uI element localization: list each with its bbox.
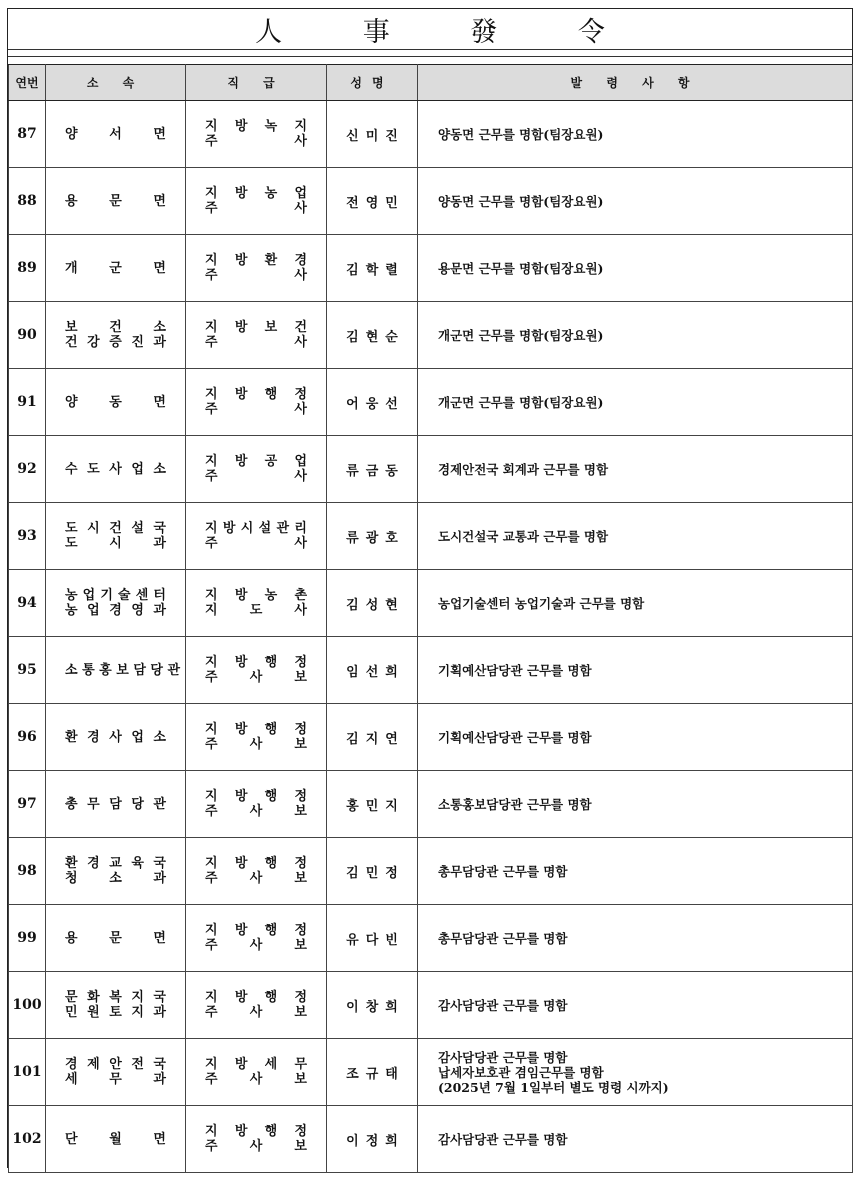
rank-line: 지 방 농 촌 — [205, 588, 307, 603]
order-line: 기획예산담당관 근무를 명함 — [438, 729, 592, 745]
rank-line: 지 방 행 정 — [205, 387, 307, 402]
rank-line: 지 방 행 정 — [205, 923, 307, 938]
rank-line: 주 사 — [205, 201, 307, 216]
order-line: 소통홍보담당관 근무를 명함 — [438, 796, 592, 812]
rank-line: 지 방 행 정 — [205, 990, 307, 1005]
row-number: 101 — [9, 1039, 46, 1106]
row-number: 90 — [9, 302, 46, 369]
rank-line: 지 도 사 — [205, 603, 307, 618]
dept-line: 세 무 과 — [65, 1072, 166, 1087]
rank-line: 지 방 행 정 — [205, 722, 307, 737]
order-line: 개군면 근무를 명함(팀장요원) — [438, 394, 604, 410]
rank-cell — [186, 369, 327, 436]
header-num: 연번 — [9, 65, 46, 101]
rank-line: 지 방 공 업 — [205, 454, 307, 469]
rank-line: 지 방 행 정 — [205, 856, 307, 871]
person-name: 어웅선 — [327, 369, 418, 436]
dept-cell — [46, 436, 186, 503]
rank-line: 주 사 보 — [205, 938, 307, 953]
rank-line: 지 방 행 정 — [205, 655, 307, 670]
order-line: 감사담당관 근무를 명함 — [438, 1131, 568, 1147]
table-body — [9, 101, 853, 1173]
order-line: 납세자보호관 겸임근무를 명함 — [438, 1064, 604, 1080]
table-row — [9, 637, 853, 704]
dept-line: 용 문 면 — [65, 193, 166, 209]
order-cell — [418, 168, 853, 235]
table-row — [9, 905, 853, 972]
dept-line: 총 무 담 당 관 — [65, 796, 166, 812]
order-cell — [418, 771, 853, 838]
header-name: 성명 — [327, 65, 418, 101]
person-name: 류광호 — [327, 503, 418, 570]
document-title: 人 事 發 令 — [255, 16, 641, 48]
dept-line: 개 군 면 — [65, 260, 166, 276]
title-box — [8, 9, 852, 49]
person-name: 이창희 — [327, 972, 418, 1039]
order-line: 기획예산담당관 근무를 명함 — [438, 662, 592, 678]
person-name: 김지연 — [327, 704, 418, 771]
rank-line: 지 방 녹 지 — [205, 119, 307, 134]
rank-line: 주 사 — [205, 536, 307, 551]
dept-cell — [46, 168, 186, 235]
table-row — [9, 436, 853, 503]
person-name: 류금동 — [327, 436, 418, 503]
order-line: 감사담당관 근무를 명함 — [438, 997, 568, 1013]
dept-line: 도 시 건 설 국 — [65, 521, 166, 536]
order-line: 용문면 근무를 명함(팀장요원) — [438, 260, 604, 276]
person-name: 홍민지 — [327, 771, 418, 838]
rank-line: 주 사 — [205, 268, 307, 283]
rank-line: 지 방 행 정 — [205, 1124, 307, 1139]
dept-cell — [46, 503, 186, 570]
dept-cell — [46, 637, 186, 704]
rank-cell — [186, 168, 327, 235]
row-number: 88 — [9, 168, 46, 235]
order-line: 총무담당관 근무를 명함 — [438, 863, 568, 879]
dept-cell — [46, 838, 186, 905]
order-cell — [418, 704, 853, 771]
rank-cell — [186, 771, 327, 838]
dept-line: 환 경 교 육 국 — [65, 856, 166, 871]
dept-cell — [46, 570, 186, 637]
dept-cell — [46, 1039, 186, 1106]
order-line: 양동면 근무를 명함(팀장요원) — [438, 126, 604, 142]
row-number: 94 — [9, 570, 46, 637]
order-line: 경제안전국 회계과 근무를 명함 — [438, 461, 609, 477]
table-row — [9, 503, 853, 570]
row-number: 96 — [9, 704, 46, 771]
header-rank: 직 급 — [186, 65, 327, 101]
row-number: 99 — [9, 905, 46, 972]
row-number: 87 — [9, 101, 46, 168]
table-row — [9, 101, 853, 168]
table-row — [9, 168, 853, 235]
table-row — [9, 369, 853, 436]
rank-cell — [186, 101, 327, 168]
row-number: 95 — [9, 637, 46, 704]
dept-line: 용 문 면 — [65, 930, 166, 946]
person-name: 조규태 — [327, 1039, 418, 1106]
row-number: 97 — [9, 771, 46, 838]
document-frame — [7, 8, 853, 1168]
table-header-row — [9, 65, 853, 101]
order-cell — [418, 838, 853, 905]
rank-line: 지 방 보 건 — [205, 320, 307, 335]
dept-cell — [46, 771, 186, 838]
rank-cell — [186, 637, 327, 704]
header-order: 발 령 사 항 — [418, 65, 853, 101]
person-name: 임선희 — [327, 637, 418, 704]
person-name: 김민정 — [327, 838, 418, 905]
person-name: 김현순 — [327, 302, 418, 369]
person-name: 유다빈 — [327, 905, 418, 972]
rank-cell — [186, 570, 327, 637]
table-row — [9, 704, 853, 771]
dept-line: 농 업 기 술 센 터 — [65, 588, 166, 603]
table-row — [9, 302, 853, 369]
rank-line: 주 사 보 — [205, 670, 307, 685]
order-cell — [418, 101, 853, 168]
dept-line: 경 제 안 전 국 — [65, 1057, 166, 1072]
rank-line: 주 사 보 — [205, 737, 307, 752]
personnel-table — [8, 64, 853, 1173]
table-row — [9, 570, 853, 637]
rank-line: 주 사 — [205, 402, 307, 417]
rank-cell — [186, 905, 327, 972]
rank-line: 지 방 행 정 — [205, 789, 307, 804]
rank-cell — [186, 704, 327, 771]
dept-line: 도 시 과 — [65, 536, 166, 551]
table-row — [9, 1039, 853, 1106]
rank-line: 주 사 보 — [205, 1139, 307, 1154]
dept-cell — [46, 101, 186, 168]
dept-line: 환 경 사 업 소 — [65, 729, 166, 745]
order-cell — [418, 369, 853, 436]
rank-line: 주 사 — [205, 335, 307, 350]
person-name: 전영민 — [327, 168, 418, 235]
dept-line: 문 화 복 지 국 — [65, 990, 166, 1005]
rank-line: 주 사 보 — [205, 1072, 307, 1087]
order-line: 개군면 근무를 명함(팀장요원) — [438, 327, 604, 343]
row-number: 89 — [9, 235, 46, 302]
table-row — [9, 1106, 853, 1173]
row-number: 91 — [9, 369, 46, 436]
row-number: 93 — [9, 503, 46, 570]
order-line: 감사담당관 근무를 명함 — [438, 1049, 568, 1065]
title-divider — [8, 49, 852, 50]
dept-line: 수 도 사 업 소 — [65, 461, 166, 477]
rank-line: 주 사 보 — [205, 1005, 307, 1020]
order-line: 농업기술센터 농업기술과 근무를 명함 — [438, 595, 645, 611]
order-cell — [418, 972, 853, 1039]
row-number: 92 — [9, 436, 46, 503]
row-number: 102 — [9, 1106, 46, 1173]
table-row — [9, 771, 853, 838]
order-cell — [418, 1039, 853, 1106]
table-row — [9, 838, 853, 905]
dept-line: 건 강 증 진 과 — [65, 335, 166, 350]
dept-line: 농 업 경 영 과 — [65, 603, 166, 618]
dept-cell — [46, 302, 186, 369]
rank-cell — [186, 436, 327, 503]
dept-cell — [46, 1106, 186, 1173]
order-line: (2025년 7월 1일부터 별도 명령 시까지) — [438, 1079, 669, 1095]
dept-line: 청 소 과 — [65, 871, 166, 886]
rank-cell — [186, 503, 327, 570]
dept-line: 보 건 소 — [65, 320, 166, 335]
order-line: 총무담당관 근무를 명함 — [438, 930, 568, 946]
rank-cell — [186, 235, 327, 302]
row-number: 100 — [9, 972, 46, 1039]
dept-cell — [46, 369, 186, 436]
dept-line: 민 원 토 지 과 — [65, 1005, 166, 1020]
rank-cell — [186, 972, 327, 1039]
order-cell — [418, 302, 853, 369]
header-dept: 소 속 — [46, 65, 186, 101]
rank-line: 주 사 — [205, 134, 307, 149]
rank-cell — [186, 1106, 327, 1173]
dept-line: 단 월 면 — [65, 1131, 166, 1147]
order-cell — [418, 570, 853, 637]
rank-line: 주 사 보 — [205, 871, 307, 886]
order-cell — [418, 436, 853, 503]
dept-line: 양 동 면 — [65, 394, 166, 410]
order-line: 양동면 근무를 명함(팀장요원) — [438, 193, 604, 209]
row-number: 98 — [9, 838, 46, 905]
rank-line: 주 사 보 — [205, 804, 307, 819]
table-row — [9, 235, 853, 302]
table-row — [9, 972, 853, 1039]
rank-cell — [186, 1039, 327, 1106]
order-cell — [418, 1106, 853, 1173]
dept-cell — [46, 972, 186, 1039]
order-cell — [418, 905, 853, 972]
order-cell — [418, 503, 853, 570]
person-name: 이정희 — [327, 1106, 418, 1173]
rank-cell — [186, 302, 327, 369]
person-name: 김성현 — [327, 570, 418, 637]
rank-line: 지 방 환 경 — [205, 253, 307, 268]
dept-cell — [46, 235, 186, 302]
rank-line: 주 사 — [205, 469, 307, 484]
order-cell — [418, 637, 853, 704]
dept-cell — [46, 905, 186, 972]
person-name: 신미진 — [327, 101, 418, 168]
order-line: 도시건설국 교통과 근무를 명함 — [438, 528, 609, 544]
rank-line: 지 방 세 무 — [205, 1057, 307, 1072]
rank-cell — [186, 838, 327, 905]
title-divider-2 — [8, 56, 852, 57]
rank-line: 지 방 시 설 관 리 — [205, 521, 307, 536]
order-cell — [418, 235, 853, 302]
dept-cell — [46, 704, 186, 771]
dept-line: 소 통 홍 보 담 당 관 — [65, 662, 181, 678]
person-name: 김학렬 — [327, 235, 418, 302]
rank-line: 지 방 농 업 — [205, 186, 307, 201]
dept-line: 양 서 면 — [65, 126, 166, 142]
